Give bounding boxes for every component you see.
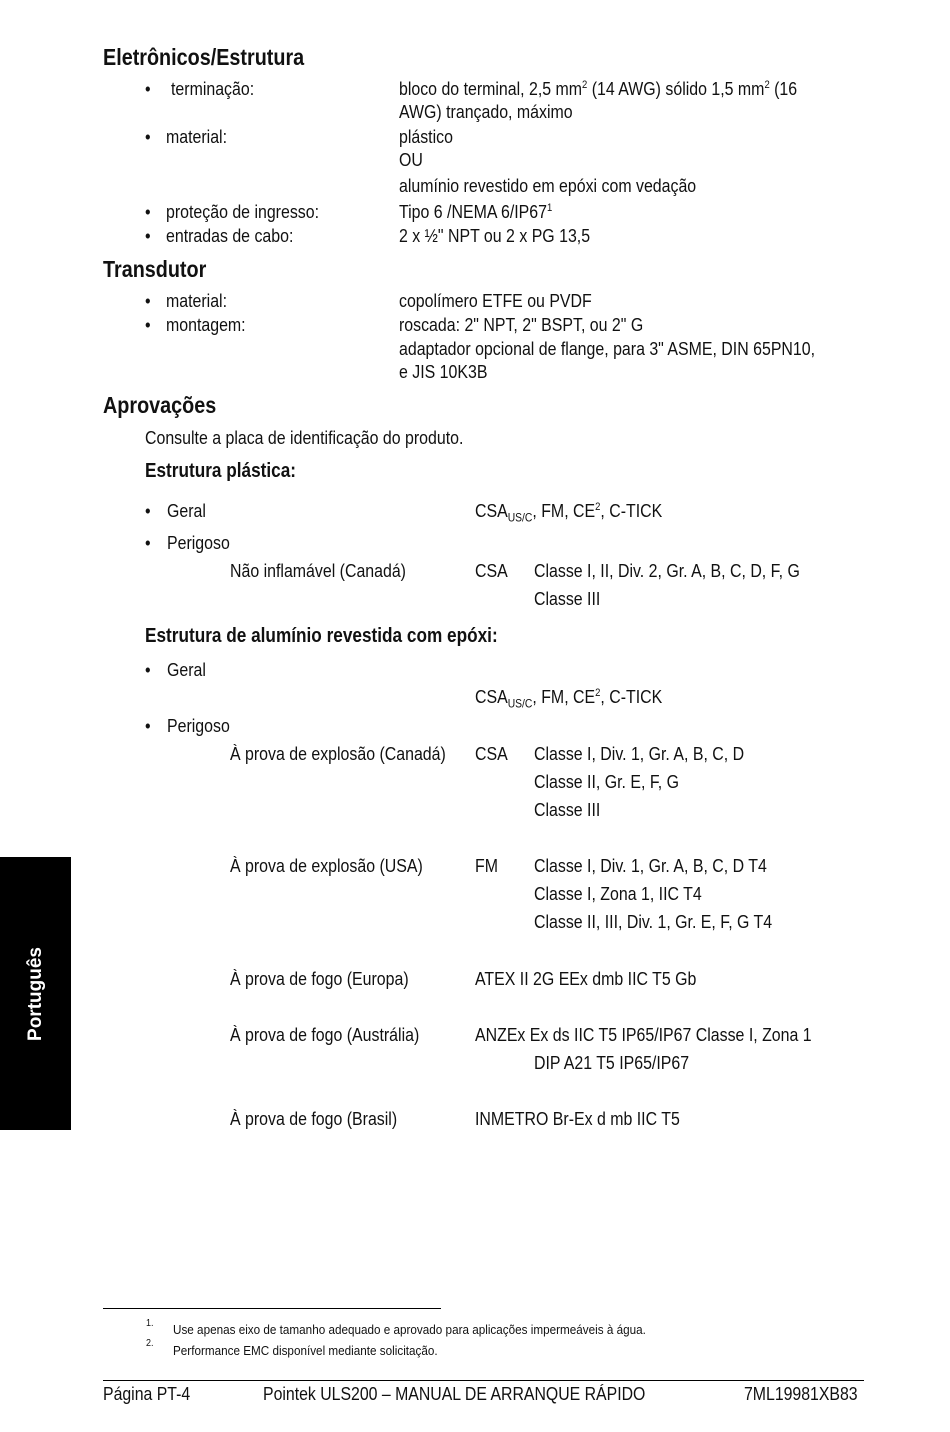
bullet: • [145,532,151,553]
perigoso-label: Perigoso [167,715,230,736]
bullet: • [145,715,151,736]
approval-desc: Não inflamável (Canadá) [230,560,406,581]
approval-agency: INMETRO Br-Ex d mb IIC T5 [475,1108,680,1129]
spec-label: entradas de cabo: [166,225,294,246]
approval-class: Classe II, Gr. E, F, G [534,771,680,792]
approval-agency: FM [475,855,498,876]
bullet: • [145,659,151,680]
footnote-mark: 2. [146,1338,154,1349]
footer-title: Pointek ULS200 – MANUAL DE ARRANQUE RÁPIDO [263,1384,646,1404]
approval-class: Classe I, Zona 1, IIC T4 [534,883,702,904]
geral-label: Geral [167,659,206,680]
footnote-text: Use apenas eixo de tamanho adequado e aprovado para aplicações impermeáveis à água. [173,1322,646,1337]
footnote-text: Performance EMC disponível mediante solicitação. [173,1343,438,1358]
language-side-tab-label: Português [24,946,46,1041]
section-heading-eletronicos: Eletrônicos/Estrutura [103,44,305,70]
approval-desc: À prova de fogo (Europa) [230,968,409,989]
approval-desc: À prova de explosão (Canadá) [230,743,446,764]
footer-doc-code: 7ML19981XB83 [744,1384,858,1404]
spec-value: adaptador opcional de flange, para 3" ASME, DIN 65PN10, [399,338,816,359]
spec-label: montagem: [166,314,246,335]
spec-value: alumínio revestido em epóxi com vedação [399,175,697,196]
approval-desc: À prova de fogo (Brasil) [230,1108,398,1129]
spec-value: roscada: 2" NPT, 2" BSPT, ou 2" G [399,314,644,335]
spec-value: AWG) trançado, máximo [399,101,573,122]
subheading-aluminum: Estrutura de alumínio revestida com epóxi: [145,625,498,647]
approval-agency: CSA [475,560,508,581]
section-heading-aprovacoes: Aprovações [103,392,217,418]
spec-label: proteção de ingresso: [166,201,320,222]
spec-label: material: [166,126,228,147]
footer-divider [103,1380,864,1381]
geral-value: $CSA_{US/C}$, FM, $CE^2$, C-TICK [475,686,663,711]
approval-class: Classe III [534,799,601,820]
approval-agency: ATEX II 2G EEx dmb IIC T5 Gb [475,968,697,989]
approval-class: Classe I, II, Div. 2, Gr. A, B, C, D, F, G [534,560,800,581]
subheading-plastic: Estrutura plástica: [145,460,297,482]
approval-class: Classe II, III, Div. 1, Gr. E, F, G T4 [534,911,773,932]
spec-value: bloco do terminal, 2,5 $mm^2$ (14 AWG) sólido 1,5 $mm^2$ (16 [399,78,798,99]
language-side-tab [0,857,71,1130]
spec-value: copolímero ETFE ou PVDF [399,290,592,311]
section-heading-transdutor: Transdutor [103,256,207,282]
bullet: • [145,314,151,335]
spec-value: 2 x ½" NPT ou 2 x PG 13,5 [399,225,591,246]
bullet: • [145,225,151,246]
bullet: • [145,290,151,311]
geral-label: Geral [167,500,206,521]
spec-value: plástico [399,126,453,147]
spec-value: OU [399,149,423,170]
approval-agency: CSA [475,743,508,764]
bullet: • [145,78,151,99]
approvals-intro: Consulte a placa de identificação do produto. [145,427,464,448]
approval-class: Classe I, Div. 1, Gr. A, B, C, D [534,743,745,764]
spec-label: material: [166,290,228,311]
approval-agency: ANZEx Ex ds IIC T5 IP65/IP67 Classe I, Zona 1 [475,1024,812,1045]
bullet: • [145,500,151,521]
bullet: • [145,201,151,222]
spec-label: terminação: [171,78,255,99]
geral-value: $CSA_{US/C}$, FM, $CE^2$, C-TICK [475,500,663,525]
approval-class: Classe III [534,588,601,609]
approval-class: DIP A21 T5 IP65/IP67 [534,1052,690,1073]
bullet: • [145,126,151,147]
approval-desc: À prova de fogo (Austrália) [230,1024,420,1045]
perigoso-label: Perigoso [167,532,230,553]
footnote-mark: 1. [146,1318,154,1329]
footer-page-number: Página PT-4 [103,1384,191,1404]
spec-value: Tipo 6 /NEMA $6/IP67^1$ [399,201,553,222]
approval-class: Classe I, Div. 1, Gr. A, B, C, D T4 [534,855,767,876]
footnote-divider [103,1308,441,1309]
approval-desc: À prova de explosão (USA) [230,855,423,876]
spec-value: e JIS 10K3B [399,361,488,382]
